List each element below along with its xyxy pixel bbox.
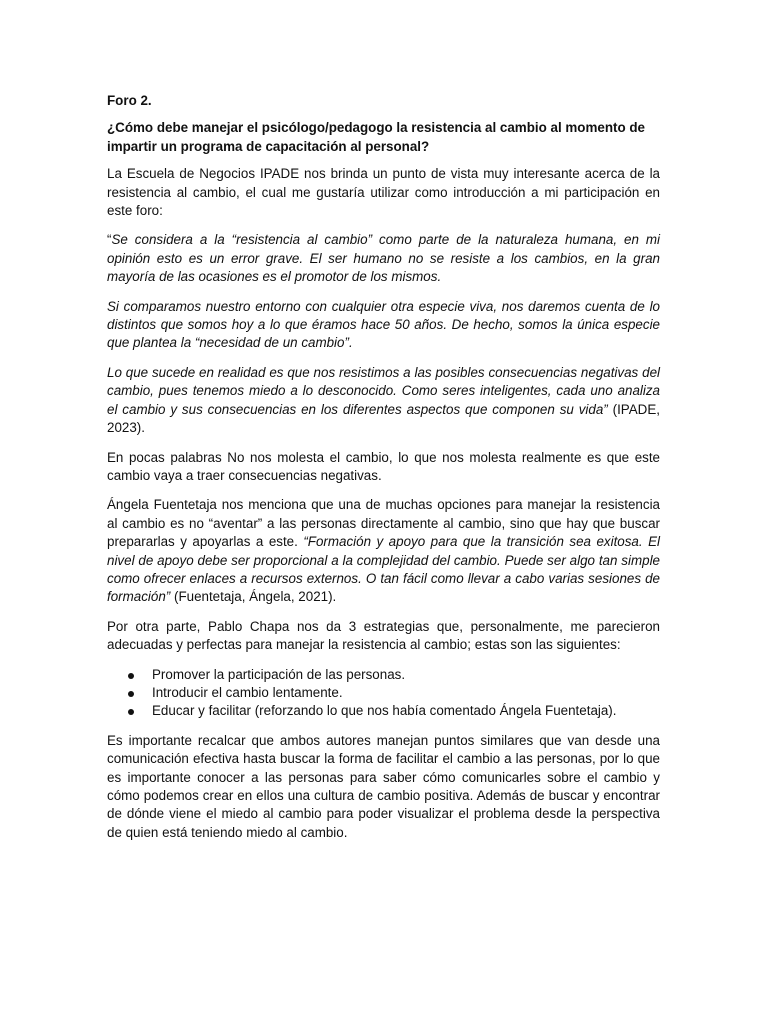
list-item (107, 666, 660, 684)
ipade-citation: (IPADE, 2023). (107, 401, 661, 436)
fuentetaja-citation: (Fuentetaja, Ángela, 2021). (170, 589, 337, 605)
quote-paragraph-3 (107, 364, 660, 438)
bullet-icon (128, 691, 134, 697)
bullet-icon (128, 709, 134, 715)
list-item (107, 684, 660, 702)
bullet-icon (128, 673, 134, 679)
list-item-text: Educar y facilitar (reforzando lo que nos había comentado Ángela Fuentetaja). (152, 703, 617, 719)
document-page (107, 92, 660, 853)
quote-text-1: Se considera a la “resistencia al cambio” como parte de la naturaleza humana, en mi opinión esto es un error grave. El ser humano no se resiste a los cambios, en la gran mayoría de las ocasiones es el promotor de los mismos. (107, 232, 660, 285)
fuentetaja-intro-text: Ángela Fuentetaja nos menciona que una de muchas opciones para manejar la resistencia al cambio es no “aventar” a las personas directamente al cambio, sino que hay que buscar prepararlas y apoyarlas a este. (107, 497, 660, 550)
strategies-list (107, 666, 660, 721)
forum-question: ¿Cómo debe manejar el psicólogo/pedagogo la resistencia al cambio al momento de impartir un programa de capacitación al personal? (107, 120, 645, 154)
intro-paragraph: La Escuela de Negocios IPADE nos brinda un punto de vista muy interesante acerca de la resistencia al cambio, el cual me gustaría utilizar como introducción a mi participación en este foro: (107, 166, 660, 219)
chapa-paragraph: Por otra parte, Pablo Chapa nos da 3 estrategias que, personalmente, me parecieron adecuadas y perfectas para manejar la resistencia al cambio; estas son las siguientes: (107, 618, 660, 653)
fuentetaja-paragraph (107, 496, 660, 606)
quote-paragraph-2: Si comparamos nuestro entorno con cualquier otra especie viva, nos daremos cuenta de lo distintos que somos hoy a lo que éramos hace 50 años. De hecho, somos la única especie que plantea la “necesidad de un cambio”. (107, 298, 660, 351)
fuentetaja-quote: “Formación y apoyo para que la transición sea exitosa. El nivel de apoyo debe ser proporcional a la complejidad del cambio. Puede ser algo tan simple como ofrecer enlaces a recursos externos. O tan fácil como llevar a cabo varias sesiones de formación” (107, 534, 660, 605)
quote-paragraph-1 (107, 231, 660, 286)
document-heading: Foro 2. (107, 93, 152, 108)
conclusion-paragraph: Es importante recalcar que ambos autores manejan puntos similares que van desde una comunicación efectiva hasta buscar la forma de facilitar el cambio a las personas, por lo que es importante conocer a las personas para saber cómo comunicarles sobre el cambio y cómo podemos crear en ellos una cultura de cambio positiva. Además de buscar y encontrar de dónde viene el miedo al cambio para poder visualizar el problema desde la perspectiva de quien está teniendo miedo al cambio. (107, 732, 660, 840)
quote-text-3: Lo que sucede en realidad es que nos resistimos a las posibles consecuencias negativas del cambio, pues tenemos miedo a lo desconocido. Como seres inteligentes, cada uno analiza el cambio y sus consecuencias en los diferentes aspectos que componen su vida” (107, 364, 660, 417)
list-item-text: Introducir el cambio lentamente. (152, 684, 343, 700)
list-item (107, 702, 660, 720)
list-item-text: Promover la participación de las personas. (152, 666, 406, 682)
quote-open-mark: “ (107, 232, 112, 248)
summary-paragraph: En pocas palabras No nos molesta el cambio, lo que nos molesta realmente es que este cambio vaya a traer consecuencias negativas. (107, 449, 660, 483)
